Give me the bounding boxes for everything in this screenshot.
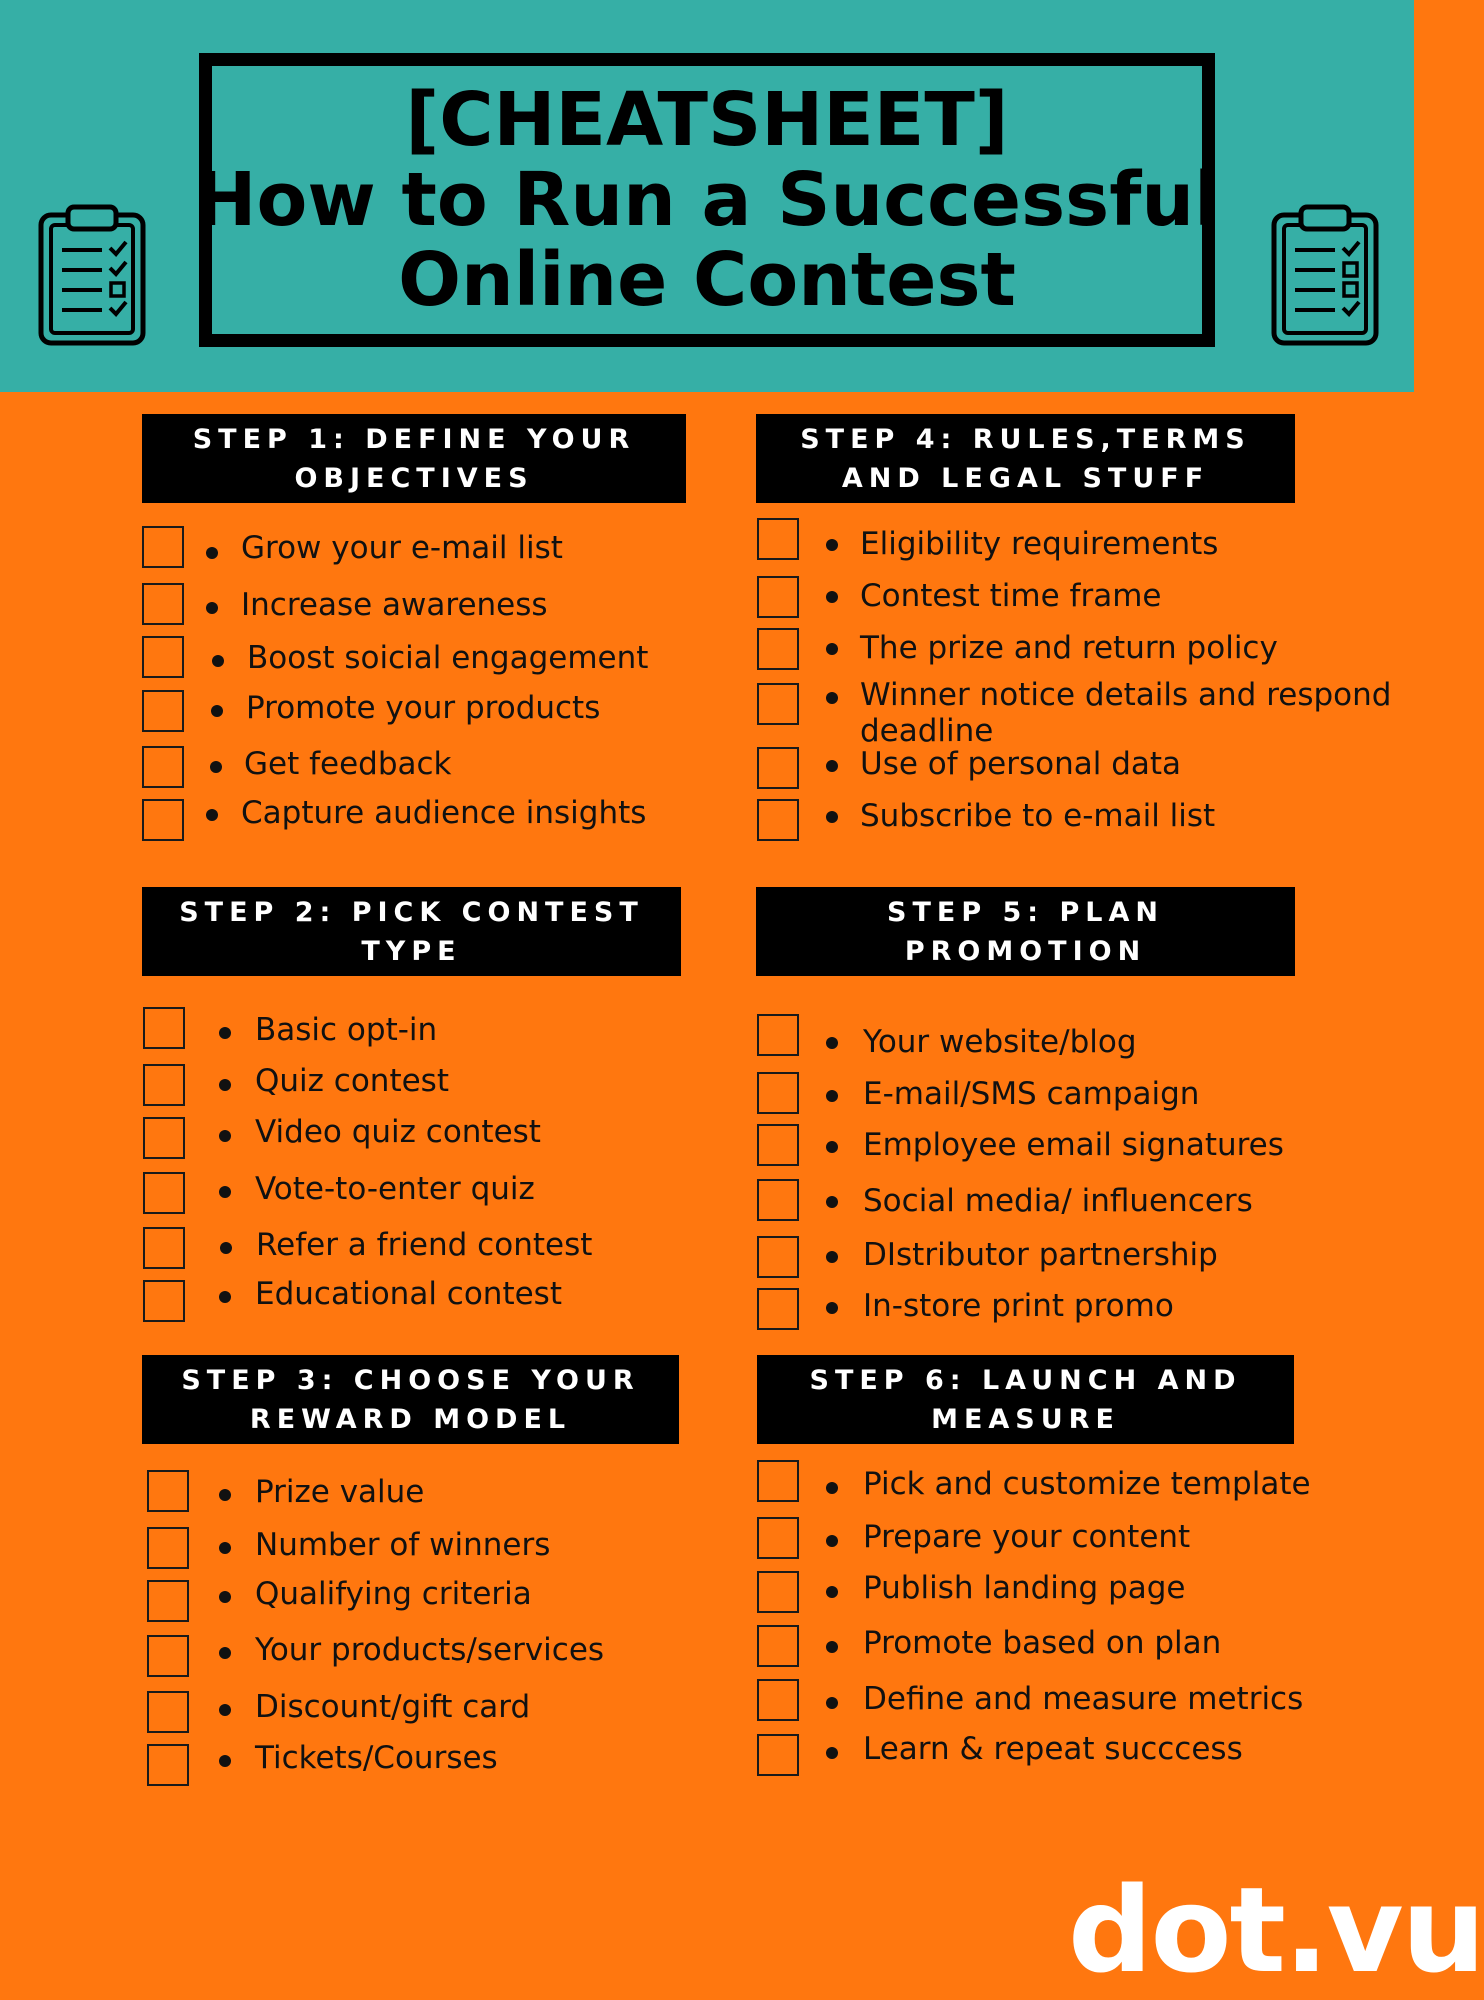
checkbox[interactable] xyxy=(142,636,184,678)
step-4-title-line-2: AND LEGAL STUFF xyxy=(841,462,1210,494)
item-label: The prize and return policy xyxy=(860,630,1278,666)
title-line-3: Online Contest xyxy=(398,237,1016,323)
bullet-icon xyxy=(210,761,222,773)
checkbox[interactable] xyxy=(143,1007,185,1049)
bullet-icon xyxy=(826,760,838,772)
checkbox[interactable] xyxy=(142,583,184,625)
checkbox[interactable] xyxy=(757,1236,799,1278)
step-5-title-line-2: PROMOTION xyxy=(904,935,1147,967)
item-label: Increase awareness xyxy=(241,587,548,623)
bullet-icon xyxy=(826,1196,838,1208)
checkbox[interactable] xyxy=(757,1517,799,1559)
bullet-icon xyxy=(826,643,838,655)
item-label: Eligibility requirements xyxy=(860,526,1219,562)
checkbox[interactable] xyxy=(757,576,799,618)
item-label: Basic opt-in xyxy=(255,1012,438,1048)
checkbox[interactable] xyxy=(142,746,184,788)
bullet-icon xyxy=(219,1755,231,1767)
item-label: Tickets/Courses xyxy=(255,1740,498,1776)
checkbox[interactable] xyxy=(143,1227,185,1269)
step-3-header xyxy=(142,1355,679,1444)
item-label: Prepare your content xyxy=(863,1519,1191,1555)
bullet-icon xyxy=(219,1079,231,1091)
step-6-title-line-2: MEASURE xyxy=(931,1403,1120,1435)
item-label: Capture audience insights xyxy=(241,795,647,831)
bullet-icon xyxy=(206,547,218,559)
item-label: Qualifying criteria xyxy=(255,1576,532,1612)
step-4-title-line-1: STEP 4: RULES,TERMS xyxy=(800,423,1251,455)
bullet-icon xyxy=(206,602,218,614)
item-label: Video quiz contest xyxy=(255,1114,541,1150)
bullet-icon xyxy=(826,539,838,551)
bullet-icon xyxy=(826,1535,838,1547)
clipboard-checklist-icon xyxy=(38,205,146,347)
item-label: Grow your e-mail list xyxy=(241,530,563,566)
bullet-icon xyxy=(219,1027,231,1039)
item-label: Discount/gift card xyxy=(255,1689,531,1725)
step-2-header xyxy=(142,887,681,976)
bullet-icon xyxy=(219,1489,231,1501)
bullet-icon xyxy=(219,1542,231,1554)
checkbox[interactable] xyxy=(147,1635,189,1677)
step-1-title-line-2: OBJECTIVES xyxy=(294,462,534,494)
checkbox[interactable] xyxy=(147,1744,189,1786)
checkbox[interactable] xyxy=(757,1072,799,1114)
bullet-icon xyxy=(219,1704,231,1716)
bullet-icon xyxy=(826,1747,838,1759)
bullet-icon xyxy=(220,1242,232,1254)
step-3-title-line-1: STEP 3: CHOOSE YOUR xyxy=(181,1364,640,1396)
checkbox[interactable] xyxy=(757,683,799,725)
item-label: DIstributor partnership xyxy=(863,1237,1218,1273)
item-label: Define and measure metrics xyxy=(863,1681,1304,1717)
checkbox[interactable] xyxy=(757,1014,799,1056)
checkbox[interactable] xyxy=(757,518,799,560)
item-label: Quiz contest xyxy=(255,1063,449,1099)
clipboard-checklist-icon xyxy=(1271,205,1379,347)
step-4-header xyxy=(756,414,1295,503)
bullet-icon xyxy=(826,1251,838,1263)
bullet-icon xyxy=(219,1647,231,1659)
step-6-title-line-1: STEP 6: LAUNCH AND xyxy=(809,1364,1242,1396)
step-3-title-line-2: REWARD MODEL xyxy=(249,1403,572,1435)
checkbox[interactable] xyxy=(757,628,799,670)
bullet-icon xyxy=(212,655,224,667)
dotvu-logo: dot.vu xyxy=(1068,1861,1484,1999)
bullet-icon xyxy=(826,1141,838,1153)
item-label-continuation: deadline xyxy=(860,713,994,749)
checkbox[interactable] xyxy=(147,1527,189,1569)
bullet-icon xyxy=(219,1291,231,1303)
checkbox[interactable] xyxy=(757,1460,799,1502)
step-5-title-line-1: STEP 5: PLAN xyxy=(887,896,1164,928)
checkbox[interactable] xyxy=(757,1625,799,1667)
item-label: Prize value xyxy=(255,1474,425,1510)
item-label: Vote-to-enter quiz xyxy=(255,1171,535,1207)
checkbox[interactable] xyxy=(147,1580,189,1622)
item-label: Use of personal data xyxy=(860,746,1182,782)
checkbox[interactable] xyxy=(757,799,799,841)
item-label: Winner notice details and respond xyxy=(860,677,1392,713)
bullet-icon xyxy=(826,1697,838,1709)
item-label: Boost soicial engagement xyxy=(247,640,649,676)
checkbox[interactable] xyxy=(142,799,184,841)
header-banner xyxy=(0,0,1414,392)
step-6-header xyxy=(757,1355,1294,1444)
checkbox[interactable] xyxy=(757,1571,799,1613)
item-label: E-mail/SMS campaign xyxy=(863,1076,1200,1112)
title-box xyxy=(194,53,1220,347)
bullet-icon xyxy=(826,1090,838,1102)
bullet-icon xyxy=(826,1641,838,1653)
bullet-icon xyxy=(826,811,838,823)
step-1-header xyxy=(142,414,686,503)
item-label: Refer a friend contest xyxy=(256,1227,593,1263)
item-label: Promote your products xyxy=(246,690,601,726)
bullet-icon xyxy=(219,1591,231,1603)
checkbox[interactable] xyxy=(757,1124,799,1166)
item-label: Learn & repeat succcess xyxy=(863,1731,1243,1767)
checkbox[interactable] xyxy=(143,1064,185,1106)
checkbox[interactable] xyxy=(757,1288,799,1330)
item-label: In-store print promo xyxy=(863,1288,1174,1324)
bullet-icon xyxy=(219,1130,231,1142)
bullet-icon xyxy=(826,1037,838,1049)
item-label: Number of winners xyxy=(255,1527,551,1563)
bullet-icon xyxy=(206,809,218,821)
item-label: Contest time frame xyxy=(860,578,1162,614)
bullet-icon xyxy=(219,1186,231,1198)
bullet-icon xyxy=(826,1302,838,1314)
step-2-title-line-1: STEP 2: PICK CONTEST xyxy=(179,896,644,928)
checkbox[interactable] xyxy=(143,1172,185,1214)
item-label: Publish landing page xyxy=(863,1570,1186,1606)
bullet-icon xyxy=(211,705,223,717)
checkbox[interactable] xyxy=(147,1691,189,1733)
checkbox[interactable] xyxy=(147,1470,189,1512)
item-label: Get feedback xyxy=(244,746,452,782)
step-2-title-line-2: TYPE xyxy=(361,935,462,967)
checkbox[interactable] xyxy=(143,1280,185,1322)
item-label: Promote based on plan xyxy=(863,1625,1222,1661)
checkbox[interactable] xyxy=(757,1679,799,1721)
item-label: Subscribe to e-mail list xyxy=(860,798,1216,834)
item-label: Employee email signatures xyxy=(863,1127,1284,1163)
item-label: Pick and customize template xyxy=(863,1466,1311,1502)
step-1-title-line-1: STEP 1: DEFINE YOUR xyxy=(192,423,636,455)
bullet-icon xyxy=(826,591,838,603)
checkbox[interactable] xyxy=(142,690,184,732)
item-label: Educational contest xyxy=(255,1276,562,1312)
bullet-icon xyxy=(826,1482,838,1494)
checkbox[interactable] xyxy=(757,1179,799,1221)
bullet-icon xyxy=(826,692,838,704)
item-label: Social media/ influencers xyxy=(863,1183,1253,1219)
checkbox[interactable] xyxy=(757,1734,799,1776)
checkbox[interactable] xyxy=(757,747,799,789)
item-label: Your products/services xyxy=(255,1632,605,1668)
title-line-2: How to Run a Successful xyxy=(194,157,1220,243)
title-line-1: [CHEATSHEET] xyxy=(405,77,1009,163)
step-5-header xyxy=(756,887,1295,976)
checkbox[interactable] xyxy=(142,526,184,568)
item-label: Your website/blog xyxy=(863,1024,1137,1060)
bullet-icon xyxy=(826,1586,838,1598)
checkbox[interactable] xyxy=(143,1117,185,1159)
